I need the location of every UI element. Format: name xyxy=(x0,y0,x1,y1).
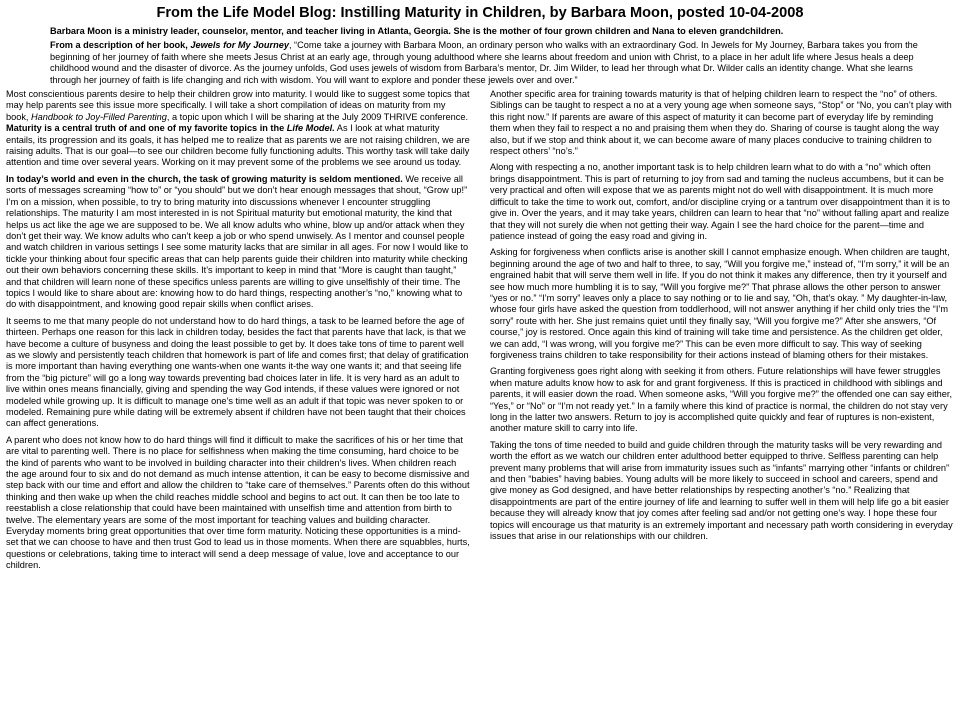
right-paragraph-1: Another specific area for training towards maturity is that of helping children learn to respect the “no” of others. Siblings can be taught to respect a no at a very young age when someone says, “Stop” or “No, you can’t play with this right now.” If parents are aware of this aspect of maturity it can become part of everyday life by reminding them when they fail to respect a no and praising them when they do. Sharing of course is taught along the way also, but if we stop and think about it, we can become aware of many places conducive to training children to respect others’ “no’s.” xyxy=(490,89,952,157)
left-paragraph-3: It seems to me that many people do not understand how to do hard things, a task to be learned before the age of thirteen. Perhaps one reason for this lack in children today, besides the fact that parents have that lack, is that we have become a culture of busyness and doing the least possible to get by. It does take tons of time to parent well as we slowly and persistently teach children that homework is part of life and comes first; that delay of gratification is more important than having everything one wants-when one wants it-the way one wants it; and that seeing life from the “big picture” will go a long way towards preventing bad choices later in life. It is very hard as an adult to live within ones means financially, giving and spending the way God intends, if these values were ignored or not modeled while growing up. It is difficult to manage one’s time well as an adult if that topic was never spoken to or modeled. Remaining pure while dating will be extremely absent if children have not been taught that their choices can affect generations. xyxy=(6,315,469,429)
right-paragraph-3: Asking for forgiveness when conflicts arise is another skill I cannot emphasize enough. When children are taught, beginning around the age of two and half to three, to say, “Will you forgive me,” instead of, “I’m sorry,” it will be an engrained habit that will serve them well in life. If you do not think it makes any difference, then try it yourself and see how much more humbling it is to say, “Will you forgive me?” That phrase allows the other person to answer “yes or no.” “I’m sorry” leaves only a place to say nothing or to lie and say, “Oh, that’s okay. ” My daughter-in-law, whose four girls have asked the question from toddlerhood, will not answer anything if her child only tries the “I’m sorry” route with her. She just remains quiet until they finally say, “Will you forgive me?” After she answers, “Of course,” joy is restored. Once again this kind of training will take time and persistence. As the children get older, we can add, “I was wrong, will you forgive me?” This can be even more difficult to say. This way of seeking forgiveness trains children to take responsibility for their actions instead of blaming others for their mistakes. xyxy=(490,247,950,360)
left-p1-book-title: Handbook to Joy-Filled Parenting xyxy=(31,111,167,122)
article-columns xyxy=(6,89,954,577)
left-p1-bold: Maturity is a central truth of and one of my favorite topics in the xyxy=(6,123,287,134)
left-paragraph-1 xyxy=(6,89,470,169)
book-description xyxy=(50,40,946,86)
left-p1-bold-italic: Life Model. xyxy=(286,123,335,134)
author-bio: Barbara Moon is a ministry leader, counselor, mentor, and teacher living in Atlanta, Georgia. She is the mother of four grown children and Nana to eleven grandchildren. xyxy=(50,26,784,36)
left-column xyxy=(6,89,470,577)
right-column xyxy=(490,89,954,577)
right-paragraph-2: Along with respecting a no, another important task is to help children learn what to do with a “no” which often brings disappointment. This is part of returning to joy from sad and taming the nucleus accumbens, but it can be very practical and often will expose that we as parents might not do well with disappointment. It is much more difficult to take the time to work out, comfort, and/or discipline crying or a tantrum over disappointment than it is to give in. Over the years, and it may take years, children can learn to hear that “no” without falling apart and realize that they will not surely die when not getting their way. Again I see the hard choice for the parent—time and patience instead of going the easy road and giving in. xyxy=(490,162,950,241)
page-title: From the Life Model Blog: Instilling Maturity in Children, by Barbara Moon, posted 10-04-2008 xyxy=(156,5,804,21)
right-paragraph-4: Granting forgiveness goes right along with seeking it from others. Future relationships will have fewer struggles when mature adults know how to ask for and grant forgiveness. If this is practiced in childhood with siblings and parents, it will easier down the road. When someone asks, “Will you forgive me?” the offended one can say either, “Yes,” or “No” or “I’m not ready yet.” In a family where this kind of practice is normal, the children do not stay very long in the latter two answers. Return to joy is accomplished quite quickly and fear of ruptures is non-existent, another mature skill to carry into life. xyxy=(490,366,952,434)
book-title: Jewels for My Journey xyxy=(190,40,289,51)
left-paragraph-2 xyxy=(6,174,470,311)
left-p2-bold: In today’s world and even in the church, the task of growing maturity is seldom mentioned. xyxy=(6,173,403,184)
right-paragraph-5: Taking the tons of time needed to build and guide children through the maturity tasks will be very rewarding and worth the effort as we watch our children enter adulthood better equipped to thrive. Selfless parenting can help prevent many problems that will arise from immaturity issues such as “infants” marrying other “infants or children” and then “babies” having babies. Young adults will be more likely to succeed in school and careers, spend and give money as God designed, and have better relationships by respecting another’s “no.” Realizing that disappointments are part of the entire journey of life and learning to suffer well in them will help life go a bit easier because they will already know that joy comes after feeling sad and/or not getting one’s way. I hope these four topics will encourage us that maturity is an extremely important and necessary path worth considering in everyday issues that arise in our relationships with our children. xyxy=(490,439,953,542)
left-p1-text-c: As I look at what maturity entails, its progression and its goals, it has helped me to realize that as parents we are not raising children, we are raising adults. That is our goal—to see our children become fully functioning adults. This worthy task will take daily attention and time over several years. Working on it may prevent some of the problems we see around us today. xyxy=(6,123,470,168)
left-p2-text: We receive all sorts of messages screaming “how to” or “you should” but we don’t hear enough messages that shout, “Grow up!” I’m on a mission, when possible, to try to bring maturity into discussions whenever I encounter struggling relationships. The maturity I am most interested in is not Spiritual maturity but emotional maturity, the kind that helps us act like the age we are supposed to be. We all know adults who whine, blow up and/or attack when they don’t get their way. We know adults who can’t keep a job or who spend unwisely. As I mentor and counsel people and watch children in various settings I see some maturity lacks that are similar in all ages. For now I would like to tickle your thinking about four specific areas that can help parents guide their children into maturity while checking out their own behaviors concerning these skills. It’s important to keep in mind that “More is caught than taught,” and that children will learn none of these specifics unless parents are willing to give unselfishly of their time. The topics I would like to share about are: knowing how to do hard things, respecting another’s “no,” knowing what to do with disappointment, and knowing good repair skills when conflict arises. xyxy=(6,173,469,310)
book-description-lead: From a description of her book, xyxy=(50,40,191,51)
left-p1-text-b: , a topic upon which I will be sharing at the July 2009 THRIVE conference. xyxy=(166,111,469,122)
left-paragraph-4: A parent who does not know how to do hard things will find it difficult to make the sacrifices of his or her time that are vital to parenting well. There is no place for selfishness when making the time consuming, hard choice to be the kind of parents who want to be involved in building character into their children’s lives. When children reach the age around four to six and do not demand as much intense attention, it can be easy to become dismissive and step back with our time and effort and allow the children to “take care of themselves.” Parents often do this without thinking and then wake up when the child reaches middle school and begins to act out. It can then be too late to reestablish a close relationship that could have been maintained with unselfish time and attention from birth to twelve. The elementary years are some of the most important for teaching values and building character. Everyday moments bring great opportunities that over time form maturity. Noticing these opportunities is a mind-set that we can choose to have and then trust God to lead us in those moments. When there are squabbles, hurts, questions or celebrations, taking time to interact will send a deep message of value, love and acceptance to our children. xyxy=(6,434,470,571)
left-p1-text-a: Most conscientious parents desire to help their children grow into maturity. I would like to suggest some topics that may help parents see this issue more specifically. I will take a short compilation of ideas on maturity from my book, xyxy=(6,89,470,122)
left-p1-bold-italic-wrap xyxy=(287,123,335,133)
book-description-quote: , “Come take a journey with Barbara Moon, an ordinary person who walks with an extraordinary God. In Jewels for My Journey, Barbara takes you from the beginning of her journey of faith where she meets Jesus Christ at an early age, through young adulthood where she learns about freedom and union with Christ, to a place in her adult life where Jesus heals a deep childhood wound and the disaster of divorce. As the journey unfolds, God uses jewels of wisdom from Barbara’s mentor, Dr. Jim Wilder, to lead her through what Dr. Wilder calls an identity change. What she learns through her journey of faith is life changing and rich with wisdom. You will want to explore and ponder these jewels over and over.” xyxy=(50,40,918,85)
intro-section xyxy=(50,26,946,86)
